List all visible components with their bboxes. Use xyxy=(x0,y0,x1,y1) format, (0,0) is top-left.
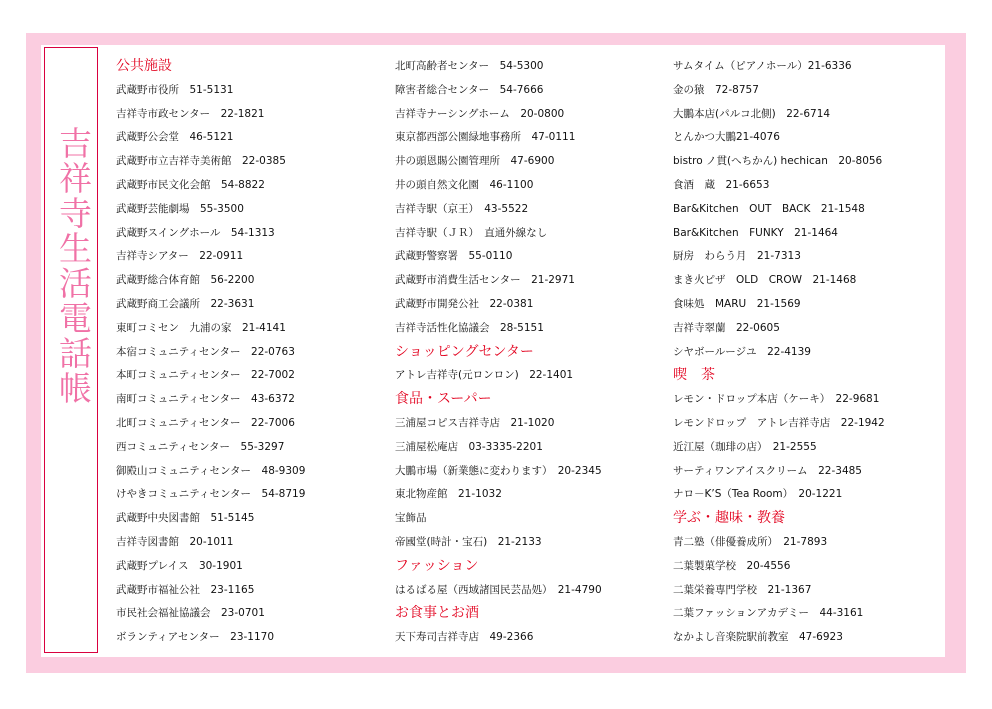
directory-entry: なかよし音楽院駅前教室 47-6923 xyxy=(673,631,843,644)
directory-entry: 吉祥寺活性化協議会 28-5151 xyxy=(395,321,544,334)
directory-entry: 武蔵野芸能劇場 55-3500 xyxy=(116,202,244,215)
directory-entry: 本町コミュニティセンター 22-7002 xyxy=(116,369,295,382)
directory-entry: 三浦屋松庵店 03-3335-2201 xyxy=(395,440,543,453)
directory-entry: 吉祥寺翠蘭 22-0605 xyxy=(673,321,780,334)
directory-entry: 武蔵野総合体育館 56-2200 xyxy=(116,274,255,287)
directory-entry: 北町高齢者センター 54-5300 xyxy=(395,60,544,72)
directory-entry: 武蔵野中央図書館 51-5145 xyxy=(116,512,255,525)
directory-entry: 御殿山コミュニティセンター 48-9309 xyxy=(116,464,306,477)
directory-entry: けやきコミュニティセンター 54-8719 xyxy=(116,488,306,501)
directory-entry: 市民社会福祉協議会 23-0701 xyxy=(116,607,265,620)
category-heading: ショッピングセンター xyxy=(395,343,534,360)
directory-entry: レモンドロップ アトレ吉祥寺店 22-1942 xyxy=(673,416,885,429)
directory-entry: シヤボールージユ 22-4139 xyxy=(673,345,811,358)
directory-entry: サムタイム（ピアノホール）21-6336 xyxy=(673,60,852,72)
directory-entry: 食酒 蔵 21-6653 xyxy=(673,178,770,191)
directory-entry: 吉祥寺ナーシングホーム 20-0800 xyxy=(395,107,565,120)
directory-entry: 武蔵野市役所 51-5131 xyxy=(116,83,234,96)
page-title: 吉祥寺生活電話帳 xyxy=(54,126,93,406)
directory-entry: 東北物産館 21-1032 xyxy=(395,488,502,501)
directory-entry: 厨房 わらう月 21-7313 xyxy=(673,250,801,263)
directory-entry: 天下寿司吉祥寺店 49-2366 xyxy=(395,631,534,644)
directory-entry: サーティワンアイスクリーム 22-3485 xyxy=(673,464,862,477)
directory-entry: ボランティアセンター 23-1170 xyxy=(116,631,275,644)
directory-entry: 吉祥寺図書館 20-1011 xyxy=(116,535,234,548)
directory-entry: 武蔵野公会堂 46-5121 xyxy=(116,131,234,144)
directory-entry: 宝飾品 xyxy=(395,512,427,525)
directory-entry: 武蔵野市開発公社 22-0381 xyxy=(395,297,534,310)
directory-entry: 武蔵野市立吉祥寺美術館 22-0385 xyxy=(116,155,286,168)
directory-entry: 武蔵野商工会議所 22-3631 xyxy=(116,297,255,310)
directory-entry: 二葉ファッションアカデミー 44-3161 xyxy=(673,607,864,620)
directory-entry: アトレ吉祥寺(元ロンロン) 22-1401 xyxy=(395,369,574,382)
directory-entry: 西コミュニティセンター 55-3297 xyxy=(116,440,285,453)
directory-entry: Bar&Kitchen FUNKY 21-1464 xyxy=(673,226,838,239)
directory-entry: 吉祥寺市政センター 22-1821 xyxy=(116,107,265,120)
directory-entry: 武蔵野市民文化会館 54-8822 xyxy=(116,178,265,191)
directory-entry: 南町コミュニティセンター 43-6372 xyxy=(116,393,295,406)
directory-entry: 井の頭恩賜公園管理所 47-6900 xyxy=(395,155,555,168)
directory-entry: 三浦屋コピス吉祥寺店 21-1020 xyxy=(395,416,555,429)
category-heading: ファッション xyxy=(395,557,479,574)
directory-entry: 武蔵野市福祉公社 23-1165 xyxy=(116,583,255,596)
directory-entry: 帝國堂(時計・宝石) 21-2133 xyxy=(395,535,542,548)
directory-entry: 吉祥寺シアター 22-0911 xyxy=(116,250,244,263)
category-heading: 喫 茶 xyxy=(673,367,715,384)
directory-entry: 北町コミュニティセンター 22-7006 xyxy=(116,416,295,429)
directory-entry: レモン・ドロップ本店（ケーキ） 22-9681 xyxy=(673,393,880,406)
directory-entry: 近江屋（珈琲の店） 21-2555 xyxy=(673,440,817,453)
directory-entry: 食味処 MARU 21-1569 xyxy=(673,297,801,310)
directory-column-3 xyxy=(673,55,943,650)
directory-entry: 武蔵野プレイス 30-1901 xyxy=(116,559,243,572)
category-heading: 食品・スーパー xyxy=(395,391,492,408)
directory-column-2 xyxy=(395,55,665,650)
directory-entry: 大鵬市場（新業態に変わります） 20-2345 xyxy=(395,464,602,477)
category-heading: お食事とお酒 xyxy=(395,605,479,622)
directory-entry: とんかつ大鵬21-4076 xyxy=(673,131,780,144)
directory-entry: 武蔵野スイングホール 54-1313 xyxy=(116,226,275,239)
directory-entry: 二葉栄養専門学校 21-1367 xyxy=(673,583,812,596)
directory-entry: Bar&Kitchen OUT BACK 21-1548 xyxy=(673,202,865,215)
directory-column-1 xyxy=(116,55,386,650)
directory-entry: 本宿コミュニティセンター 22-0763 xyxy=(116,345,295,358)
directory-entry: 大鵬本店(パルコ北側) 22-6714 xyxy=(673,107,831,120)
directory-entry: ナロ－K’S（Tea Room） 20-1221 xyxy=(673,488,843,501)
directory-entry: まき火ピザ OLD CROW 21-1468 xyxy=(673,274,857,287)
directory-entry: 武蔵野警察署 55-0110 xyxy=(395,250,513,263)
directory-entry: 吉祥寺駅（京王） 43-5522 xyxy=(395,202,529,215)
directory-entry: はるばる屋（西域諸国民芸品処） 21-4790 xyxy=(395,583,602,596)
directory-entry: 吉祥寺駅（ＪＲ） 直通外線なし xyxy=(395,226,548,239)
directory-entry: 金の猿 72-8757 xyxy=(673,83,759,96)
category-heading: 学ぶ・趣味・教養 xyxy=(673,510,785,527)
title-box xyxy=(44,47,98,653)
directory-entry: 障害者総合センター 54-7666 xyxy=(395,83,544,96)
directory-entry: 青二塾（俳優養成所） 21-7893 xyxy=(673,535,828,548)
category-heading: 公共施設 xyxy=(116,58,172,74)
directory-entry: 井の頭自然文化園 46-1100 xyxy=(395,178,534,191)
directory-entry: bistro ノ貫(へちかん) hechican 20-8056 xyxy=(673,155,883,168)
directory-entry: 東京都西部公園緑地事務所 47-0111 xyxy=(395,131,576,144)
directory-entry: 二葉製菓学校 20-4556 xyxy=(673,559,791,572)
directory-entry: 東町コミセン 九浦の家 21-4141 xyxy=(116,321,286,334)
directory-entry: 武蔵野市消費生活センター 21-2971 xyxy=(395,274,575,287)
